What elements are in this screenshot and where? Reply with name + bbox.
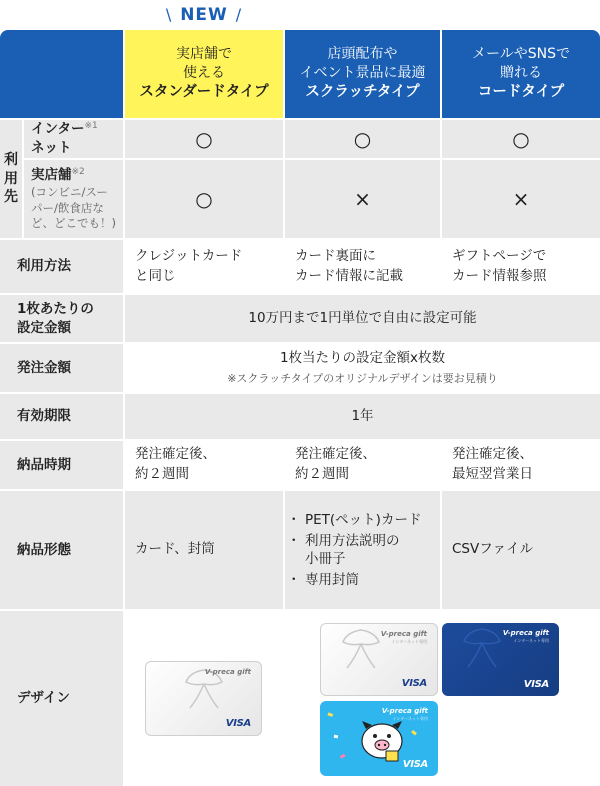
amount-label [0, 295, 123, 342]
order-value-cell [125, 344, 600, 392]
scratch-card-visa: VISA [401, 678, 427, 689]
amount-label-l1: 1枚あたりの [17, 300, 94, 317]
header-scratch-title: スクラッチタイプ [305, 84, 420, 101]
usage-char-3: 先 [4, 189, 18, 206]
amount-label-l2: 設定金額 [17, 319, 71, 336]
delivery-form-booklet-l1: 利用方法説明の [305, 532, 400, 549]
scratch-card-brand: V-preca gift [380, 630, 427, 638]
store-code: × [442, 160, 600, 238]
order-label: 発注金額 [0, 344, 123, 392]
badge-slash-right: / [235, 5, 243, 24]
code-card-visa: VISA [523, 679, 549, 690]
store-label-text: 実店舗 [31, 167, 72, 184]
internet-label-line2: ネット [31, 140, 72, 156]
usage-char-2: 用 [4, 170, 18, 187]
order-value: 1枚当たりの設定金額x枚数 [279, 350, 446, 367]
design-label: デザイン [0, 611, 123, 786]
delivery-form-item-envelope: ・ 専用封筒 [291, 571, 421, 589]
store-standard: ○ [125, 160, 283, 238]
delivery-form-booklet-l2: 小冊子 [305, 551, 346, 567]
pig-card-sub: インターネット専用 [392, 716, 428, 721]
internet-label [24, 120, 123, 158]
header-code-line2: 贈れる [500, 65, 542, 82]
method-standard-l1: クレジットカード [135, 247, 243, 264]
order-note: ※スクラッチタイプのオリジナルデザインは要お見積り [227, 371, 498, 385]
internet-standard: ○ [125, 120, 283, 158]
standard-card-visa: VISA [225, 718, 251, 729]
usage-group-label [0, 120, 22, 238]
header-code-line1: メールやSNSで [472, 46, 570, 63]
store-detail-1: (コンビニ/スー [31, 185, 108, 200]
scratch-card-pig-image [320, 701, 438, 776]
pig-card-visa: VISA [402, 759, 428, 770]
delivery-time-label: 納品時期 [0, 441, 123, 489]
delivery-time-standard-l1: 発注確定後、 [135, 446, 216, 463]
method-label: 利用方法 [0, 240, 123, 293]
method-scratch-l2: カード情報に記載 [295, 267, 403, 284]
delivery-form-label: 納品形態 [0, 491, 123, 609]
standard-card-image [145, 661, 262, 736]
header-scratch-line2: イベント景品に最適 [299, 65, 426, 82]
code-card-sub: インターネット専用 [513, 638, 549, 643]
delivery-time-code-l1: 発注確定後、 [452, 446, 533, 463]
pig-card-brand: V-preca gift [381, 707, 428, 715]
delivery-time-code-l2: 最短翌営業日 [452, 466, 533, 482]
scratch-card-sub: インターネット専用 [391, 639, 427, 644]
method-code [442, 240, 600, 293]
standard-card-brand: V-preca gift [204, 668, 251, 676]
store-detail-2: パー/飲食店な [31, 200, 104, 215]
store-label [24, 160, 123, 238]
delivery-form-standard: カード、封筒 [125, 491, 283, 609]
internet-label-line1: インター [31, 121, 85, 138]
store-detail-3: ど、どこでも！) [31, 216, 116, 231]
delivery-form-scratch [285, 491, 440, 609]
header-standard-title: スタンダードタイプ [139, 84, 269, 101]
scratch-card-white-image [320, 623, 438, 696]
header-standard-line1: 実店舗で [176, 46, 232, 63]
internet-scratch: ○ [285, 120, 440, 158]
code-card-blue-image [442, 623, 559, 696]
method-scratch-l1: カード裏面に [295, 247, 376, 264]
delivery-time-standard-l2: 約２週間 [135, 466, 189, 482]
delivery-form-item-booklet [291, 532, 421, 568]
method-code-l1: ギフトページで [452, 247, 547, 264]
method-code-l2: カード情報参照 [452, 267, 547, 284]
badge-slash-left: \ [165, 5, 173, 24]
internet-note: ※1 [84, 121, 98, 132]
header-corner [0, 30, 123, 118]
method-scratch [285, 240, 440, 293]
expiry-value: 1年 [125, 394, 600, 439]
code-card-brand: V-preca gift [502, 629, 549, 637]
expiry-label: 有効期限 [0, 394, 123, 439]
header-scratch-type [285, 30, 440, 118]
new-badge [125, 5, 283, 31]
amount-value: 10万円まで1円単位で自由に設定可能 [125, 295, 600, 342]
header-code-title: コードタイプ [477, 84, 565, 101]
method-standard [125, 240, 283, 293]
delivery-time-standard [125, 441, 283, 489]
delivery-time-scratch-l1: 発注確定後、 [295, 446, 376, 463]
comparison-table [0, 30, 600, 786]
delivery-form-code: CSVファイル [442, 491, 600, 609]
header-scratch-line1: 店頭配布や [327, 46, 398, 63]
delivery-time-scratch [285, 441, 440, 489]
header-standard-type [125, 30, 283, 118]
delivery-time-code [442, 441, 600, 489]
store-note: ※2 [71, 167, 85, 178]
new-badge-text: NEW [180, 5, 228, 25]
internet-code: ○ [442, 120, 600, 158]
delivery-time-scratch-l2: 約２週間 [295, 466, 349, 482]
method-standard-l2: と同じ [135, 267, 176, 284]
header-code-type [442, 30, 600, 118]
delivery-form-item-pet: ・ PET(ペット)カード [291, 511, 421, 529]
header-standard-line2: 使える [183, 65, 225, 82]
usage-char-1: 利 [4, 151, 18, 168]
store-scratch: × [285, 160, 440, 238]
